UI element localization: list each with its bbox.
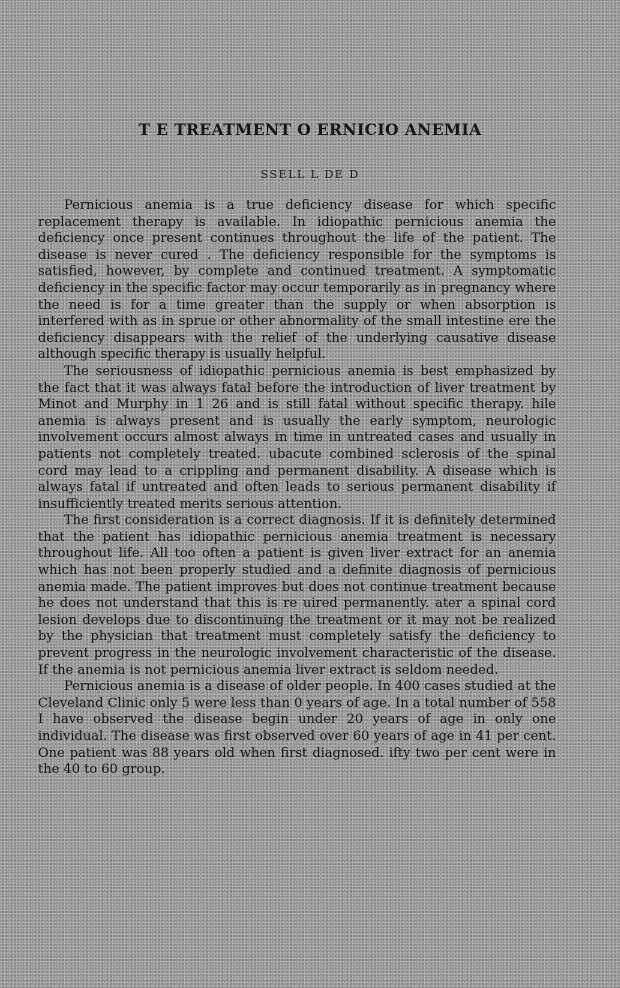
paragraph: Pernicious anemia is a true deficiency disease for which specific replacement therapy is available. In idiopathic pernicious anemia the deficiency once present continues throughout the life of the patient. The disease is never cured . The deficiency responsible for the symptoms is satisfied, however, by complete and continued treatment. A symptomatic deficiency in the specific factor may occur temporarily as in pregnancy where the need is for a time greater than the supply or when absorption is interfered with as in sprue or other abnormality of the small intestine ere the deficiency disappears with the relief of the underlying causative disease although specific therapy is usually helpful. — [38, 198, 556, 363]
paragraph: The seriousness of idiopathic pernicious anemia is best emphasized by the fact that it was always fatal before the introduction of liver treatment by Minot and Murphy in 1 26 and is still fatal without specific therapy. hile anemia is always present and is usually the early symptom, neurologic involvement occurs almost always in time in untreated cases and usually in patients not completely treated. ubacute combined sclerosis of the spinal cord may lead to a crippling and permanent disability. A disease which is always fatal if untreated and often leads to serious permanent disability if insufficiently treated merits serious attention. — [38, 363, 556, 512]
article-body — [38, 198, 556, 779]
author-line: SSELL L DE D — [260, 167, 360, 181]
paragraph: The first consideration is a correct diagnosis. If it is definitely determined that the patient has idiopathic pernicious anemia treatment is necessary throughout life. All too often a patient is given liver extract for an anemia which has not been properly studied and a definite diagnosis of pernicious anemia made. The patient improves but does not continue treatment because he does not understand that this is re uired permanently. ater a spinal cord lesion develops due to discontinuing the treatment or it may not be realized by the physician that treatment must completely satisfy the deficiency to prevent progress in the neurologic involvement characteristic of the disease. If the anemia is not pernicious anemia liver extract is seldom needed. — [38, 513, 556, 678]
article-title: T E TREATMENT O ERNICIO ANEMIA — [138, 120, 482, 139]
paragraph: Pernicious anemia is a disease of older people. In 400 cases studied at the Cleveland Clinic only 5 were less than 0 years of age. In a total number of 558 I have observed the disease begin under 20 years of age in only one individual. The disease was first observed over 60 years of age in 41 per cent. One patient was 88 years old when first diagnosed. ifty two per cent were in the 40 to 60 group. — [38, 679, 556, 778]
